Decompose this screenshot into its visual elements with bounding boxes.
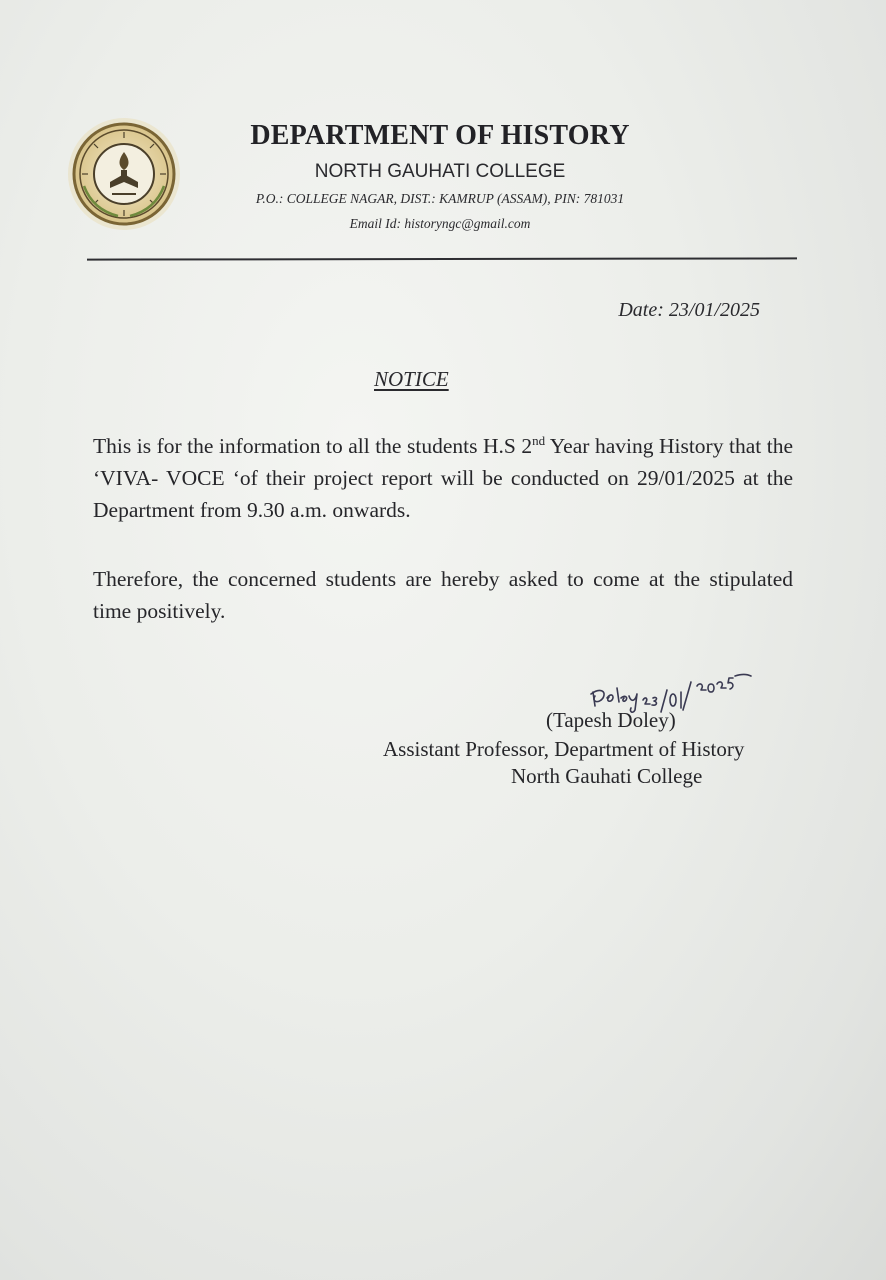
notice-paragraph-2: Therefore, the concerned students are hereby asked to come at the stipulated time positively.: [93, 567, 793, 623]
signatory-college: North Gauhati College: [511, 764, 703, 788]
college-address: P.O.: COLLEGE NAGAR, DIST.: KAMRUP (ASSAM), PIN: 781031: [255, 191, 625, 206]
department-email: Email Id: historyngc@gmail.com: [349, 216, 531, 231]
signatory-name: (Tapesh Doley): [546, 708, 676, 732]
department-title: DEPARTMENT OF HISTORY: [250, 120, 630, 151]
notice-paragraph-1-end: Year having History that the ‘VIVA- VOCE ‘of their project report will be conducted on 29/01/2025 at the Department from 9.30 a.m. onwards.: [93, 434, 793, 522]
notice-date: Date: 23/01/2025: [618, 299, 760, 321]
notice-title: NOTICE: [374, 367, 449, 391]
ordinal-suffix: nd: [532, 432, 546, 448]
header-divider: [87, 257, 797, 260]
notice-paragraph-1: [93, 430, 793, 526]
notice-paragraph-1-start: This is for the information to all the students H.S 2: [93, 434, 533, 458]
college-seal-icon: [66, 116, 182, 232]
college-name: NORTH GAUHATI COLLEGE: [314, 161, 566, 182]
signatory-designation: Assistant Professor, Department of History: [383, 737, 745, 761]
